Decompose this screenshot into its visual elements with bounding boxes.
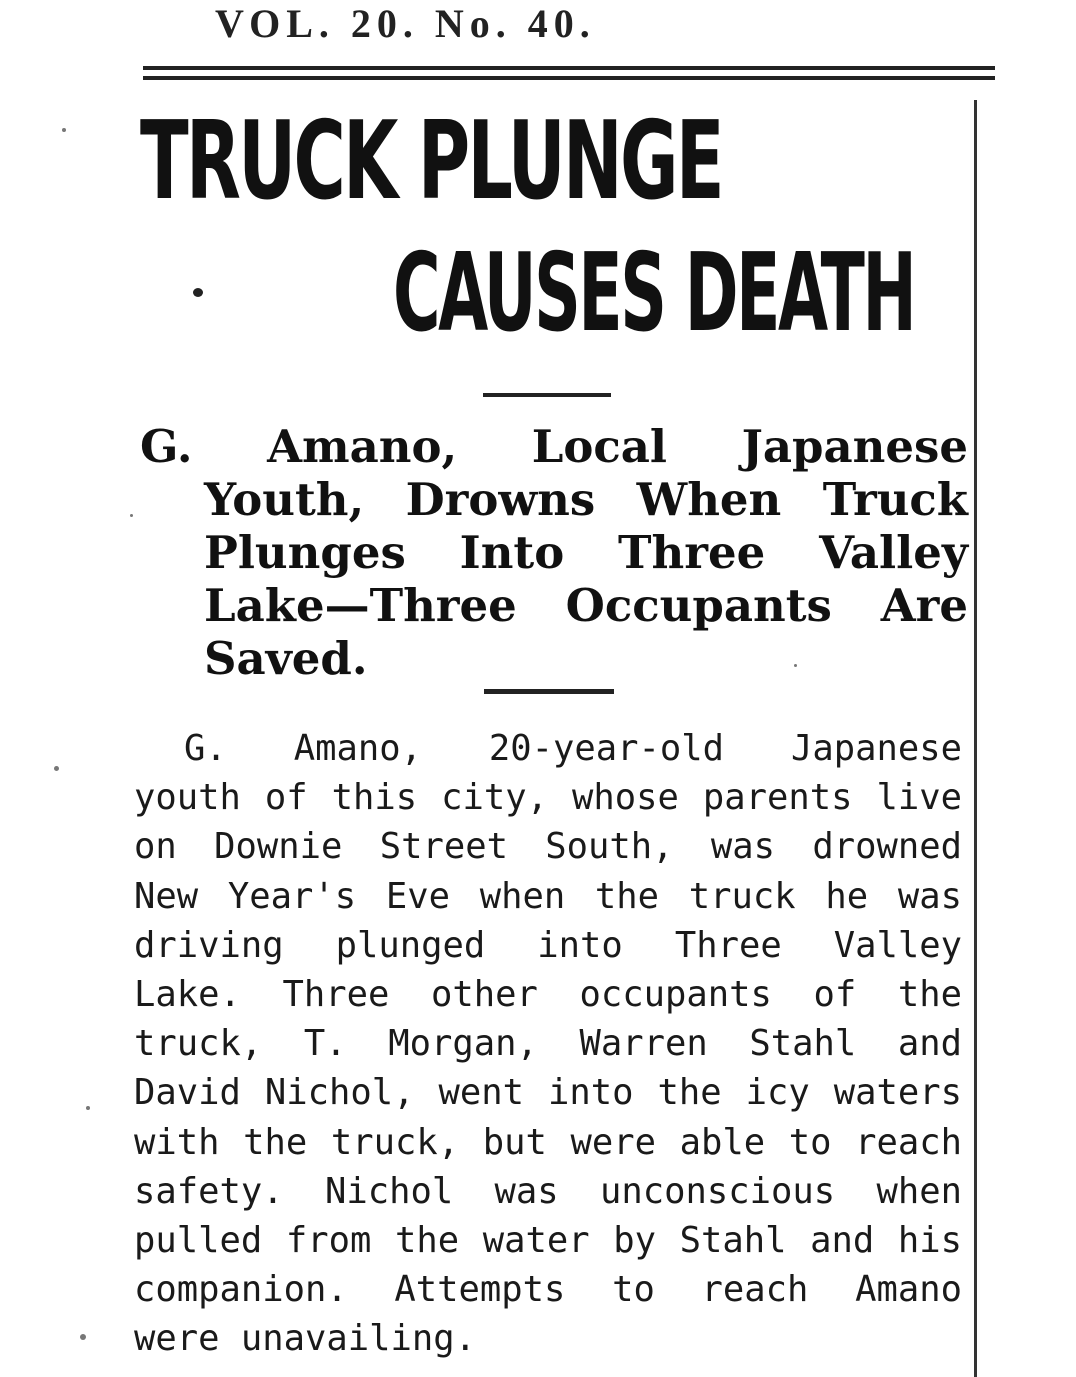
deck-separator-dash bbox=[484, 689, 614, 694]
body-line: driving plunged into Three Valley bbox=[134, 924, 962, 966]
body-line: safety. Nichol was unconscious when bbox=[134, 1170, 962, 1212]
print-speck bbox=[54, 766, 59, 771]
print-speck bbox=[86, 1106, 90, 1110]
ink-dot bbox=[193, 288, 203, 297]
body-line: Lake. Three other occupants of the bbox=[134, 974, 962, 1016]
body-line: David Nichol, went into the icy waters bbox=[134, 1072, 962, 1114]
body-line: pulled from the water by Stahl and his bbox=[134, 1220, 962, 1262]
print-speck bbox=[794, 664, 797, 667]
column-divider-rule bbox=[974, 100, 977, 1377]
print-speck bbox=[80, 1334, 86, 1340]
deck-line: Plunges Into Three Valley bbox=[204, 526, 968, 579]
headline-separator-dash bbox=[483, 393, 611, 397]
body-line: truck, T. Morgan, Warren Stahl and bbox=[134, 1023, 962, 1065]
body-line: New Year's Eve when the truck he was bbox=[134, 875, 962, 917]
masthead-fragment-text: VOL. 20. No. 40. bbox=[215, 1, 596, 46]
body-line: with the truck, but were able to reach bbox=[134, 1121, 962, 1163]
headline-line-1: TRUCK PLUNGE bbox=[140, 99, 722, 224]
deck-line: G. Amano, Local Japanese bbox=[140, 420, 968, 473]
deck-line: Lake—Three Occupants Are bbox=[204, 579, 968, 632]
body-line: on Downie Street South, was drowned bbox=[134, 826, 962, 868]
body-line: youth of this city, whose parents live bbox=[134, 777, 962, 819]
masthead-fragment bbox=[215, 1, 735, 50]
body-line: were unavailing. bbox=[134, 1318, 476, 1360]
headline-line-2: CAUSES DEATH bbox=[393, 231, 915, 356]
print-speck bbox=[62, 128, 66, 132]
print-speck bbox=[130, 514, 133, 517]
body-line: companion. Attempts to reach Amano bbox=[134, 1269, 962, 1311]
body-line: G. Amano, 20-year-old Japanese bbox=[184, 728, 962, 769]
column-top-rule-secondary bbox=[143, 76, 995, 80]
article-body bbox=[134, 724, 962, 1364]
deck-line: Saved. bbox=[204, 632, 368, 685]
deck-line: Youth, Drowns When Truck bbox=[204, 473, 968, 526]
column-top-rule bbox=[143, 66, 995, 70]
subheadline-deck bbox=[140, 420, 968, 685]
